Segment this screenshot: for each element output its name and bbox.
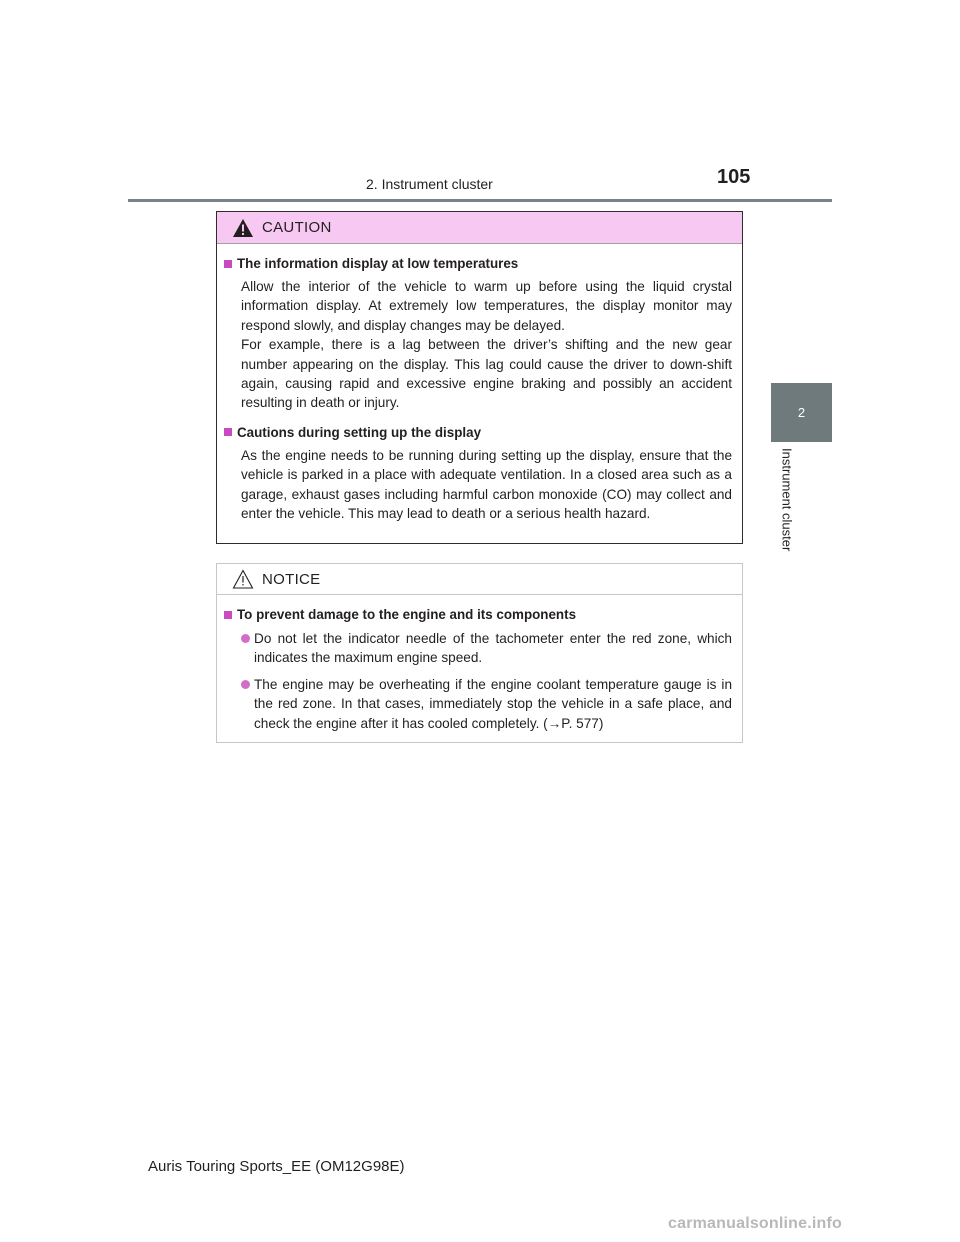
warning-outline-icon [232,569,254,589]
warning-triangle-icon [232,218,254,238]
caution-item-text [241,446,732,524]
list-item [241,675,732,733]
notice-header [217,564,742,595]
list-item [241,629,732,668]
list-item-text: The engine may be overheating if the engine coolant temperature gauge is in the red zone. In that cases, immediately stop the vehicle in a safe place, and check the engine after it has cooled completely. (→P. 577) [254,676,732,731]
caution-paragraph: For example, there is a lag between the driver’s shifting and the new gear number appearing on the display. This lag could cause the driver to down-shift again, causing rapid and excessive engine braking and possibly an accident resulting in death or injury. [241,337,732,411]
caution-header [217,212,742,244]
caution-item-heading-text: Cautions during setting up the display [237,424,482,440]
bullet-dot-icon [241,680,250,689]
notice-heading [224,605,732,624]
notice-bullet-list [241,629,732,733]
square-bullet-icon [224,611,232,619]
page-number: 105 [717,166,751,188]
list-item-text: Do not let the indicator needle of the tachometer enter the red zone, which indicates the maximum engine speed. [254,631,732,666]
caution-item-heading-text: The information display at low temperatures [237,256,519,271]
caution-body [217,244,742,523]
caution-paragraph: As the engine needs to be running during setting up the display, ensure that the vehicle is parked in a place with adequate ventilation. In a closed area such as a garage, exhaust gases including harmful carbon monoxide (CO) may collect and enter the vehicle. This may lead to death or a serious health hazard. [241,447,732,522]
chapter-tab[interactable] [771,383,832,442]
caution-title: CAUTION [262,219,332,236]
notice-heading-text: To prevent damage to the engine and its components [237,607,577,622]
square-bullet-icon [224,428,232,436]
square-bullet-icon [224,260,232,268]
notice-body [217,595,742,733]
watermark-link[interactable]: carmanualsonline.info [668,1215,843,1232]
chapter-number: 2 [797,405,806,420]
page-header [128,168,832,196]
section-title: 2. Instrument cluster [366,176,493,192]
caution-paragraph: Allow the interior of the vehicle to warm up before using the liquid crystal information display. At extremely low temperatures, the display monitor may respond slowly, and display changes may be delayed. [241,279,732,333]
header-rule [128,199,832,202]
caution-item-text [241,277,732,413]
caution-item-heading [224,254,732,273]
caution-box [216,211,743,544]
chapter-label: Instrument cluster [779,448,795,552]
bullet-dot-icon [241,634,250,643]
notice-box [216,563,743,743]
notice-title: NOTICE [262,570,321,588]
footer-model: Auris Touring Sports_EE (OM12G98E) [148,1158,405,1175]
caution-item-heading [224,423,732,442]
